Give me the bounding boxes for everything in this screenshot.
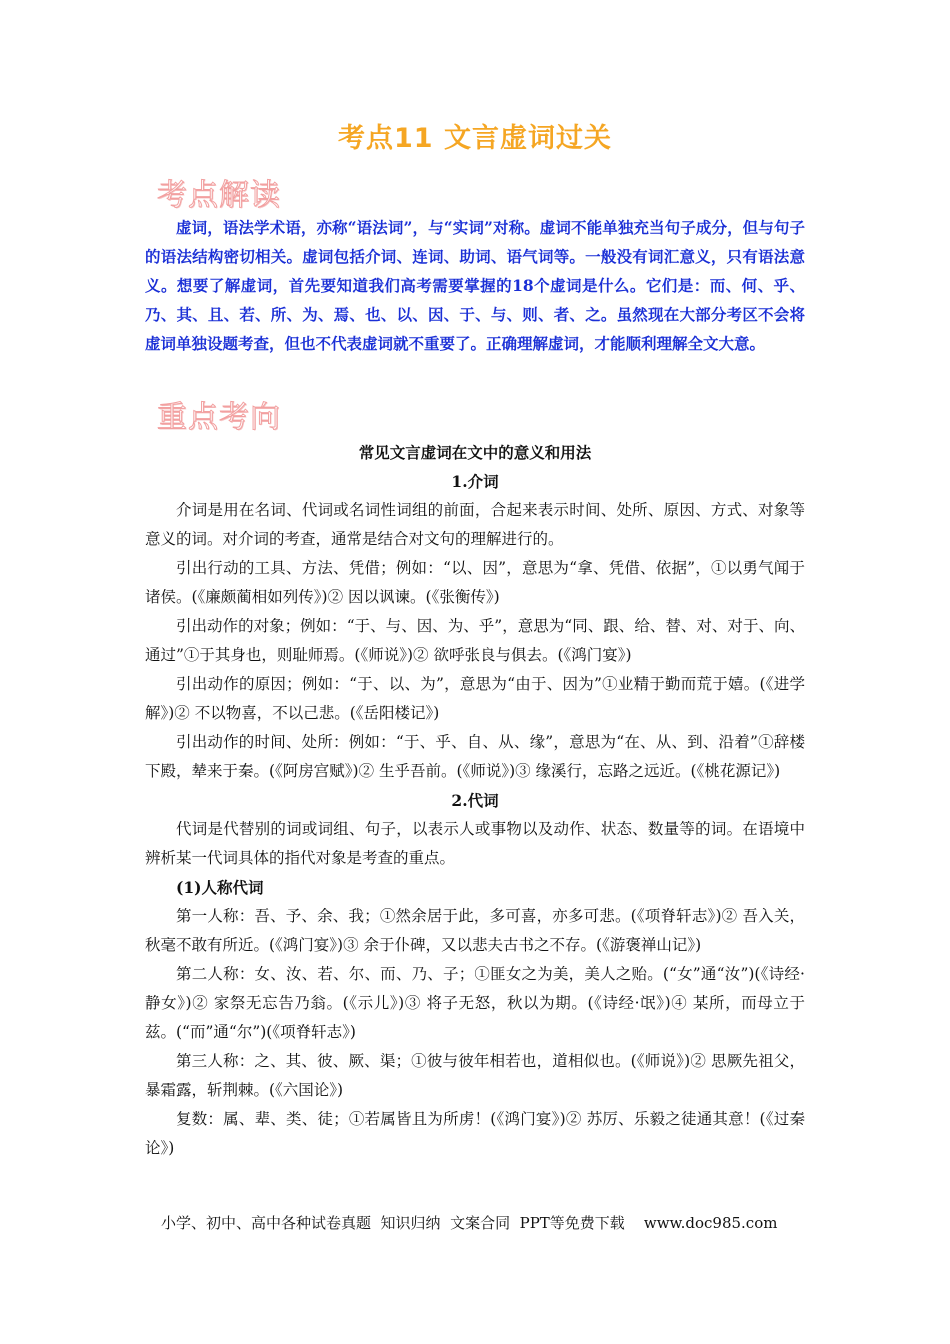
content-heading: 常见文言虚词在文中的意义和用法 (358, 443, 592, 462)
intro-paragraph: 虚词，语法学术语，亦称“语法词”，与“实词”对称。虚词不能单独充当句子成分，但与句子的语法结构密切相关。虚词包括介词、连词、助词、语气词等。一般没有词汇意义，只有语法意义。想要了解虚词，首先要知道我们高考需要掌握的18个虚词是什么。它们是：而、何、乎、乃、其、且、若、所、为、焉、也、以、因、于、与、则、者、之。虽然现在大部分考区不会将虚词单独设题考查，但也不代表虚词就不重要了。正确理解虚词，才能顺利理解全文大意。 (145, 218, 805, 353)
paragraph: 第一人称：吾、予、余、我；①然余居于此，多可喜，亦多可悲。(《项脊轩志》)② 吾入关，秋毫不敢有所近。(《鸿门宴》)③ 余于仆碑，又以悲夫古书之不存。(《游褒禅山记》) (145, 907, 805, 954)
page-footer: 小学、初中、高中各种试卷真题 知识归纳 文案合同 PPT等免费下载 www.doc985.com (161, 1214, 778, 1232)
page-title: 考点11 文言虚词过关 (338, 123, 612, 154)
paragraph: 第三人称：之、其、彼、厥、渠；①彼与彼年相若也，道相似也。(《师说》)② 思厥先祖父，暴霜露，斩荆棘。(《六国论》) (145, 1052, 805, 1099)
paragraph: 引出动作的原因；例如：“于、以、为”，意思为“由于、因为”①业精于勤而荒于嬉。(《进学解》)② 不以物喜，不以己悲。(《岳阳楼记》) (145, 675, 805, 722)
subsection-title: (1)人称代词 (176, 878, 264, 897)
intro-block (145, 213, 805, 358)
paragraph: 引出行动的工具、方法、凭借；例如：“以、因”，意思为“拿、凭借、依据”，①以勇气闻于诸侯。(《廉颇蔺相如列传》)② 因以讽谏。(《张衡传》) (145, 559, 805, 606)
paragraph: 介词是用在名词、代词或名词性词组的前面，合起来表示时间、处所、原因、方式、对象等意义的词。对介词的考查，通常是结合对文句的理解进行的。 (145, 501, 805, 548)
paragraph: 引出动作的对象；例如：“于、与、因、为、乎”，意思为“同、跟、给、替、对、对于、向、通过”①于其身也，则耻师焉。(《师说》)② 欲呼张良与俱去。(《鸿门宴》) (145, 617, 805, 664)
paragraph: 引出动作的时间、处所：例如：“于、乎、自、从、缘”，意思为“在、从、到、沿着”①辞楼下殿，辇来于秦。(《阿房宫赋》)② 生乎吾前。(《师说》)③ 缘溪行，忘路之远近。(《桃花源记》) (145, 733, 805, 780)
paragraph: 复数：属、辈、类、徒；①若属皆且为所虏！(《鸿门宴》)② 苏厉、乐毅之徒通其意！(《过秦论》) (145, 1110, 805, 1157)
section-title-pronoun: 2.代词 (451, 791, 499, 810)
paragraph: 第二人称：女、汝、若、尔、而、乃、子；①匪女之为美，美人之贻。(“女”通“汝”)(《诗经·静女》)② 家祭无忘告乃翁。(《示儿》)③ 将子无怒，秋以为期。(《诗经·氓》)④ 某所，而母立于兹。(“而”通“尔”)(《项脊轩志》) (145, 965, 805, 1041)
section-title-preposition: 1.介词 (451, 472, 499, 491)
paragraph: 代词是代替别的词或词组、句子，以表示人或事物以及动作、状态、数量等的词。在语境中辨析某一代词具体的指代对象是考查的重点。 (145, 820, 805, 867)
section-label-focus: 重点考向 (157, 400, 281, 435)
section-label-reading: 考点解读 (157, 178, 281, 213)
content-body (145, 438, 805, 1163)
